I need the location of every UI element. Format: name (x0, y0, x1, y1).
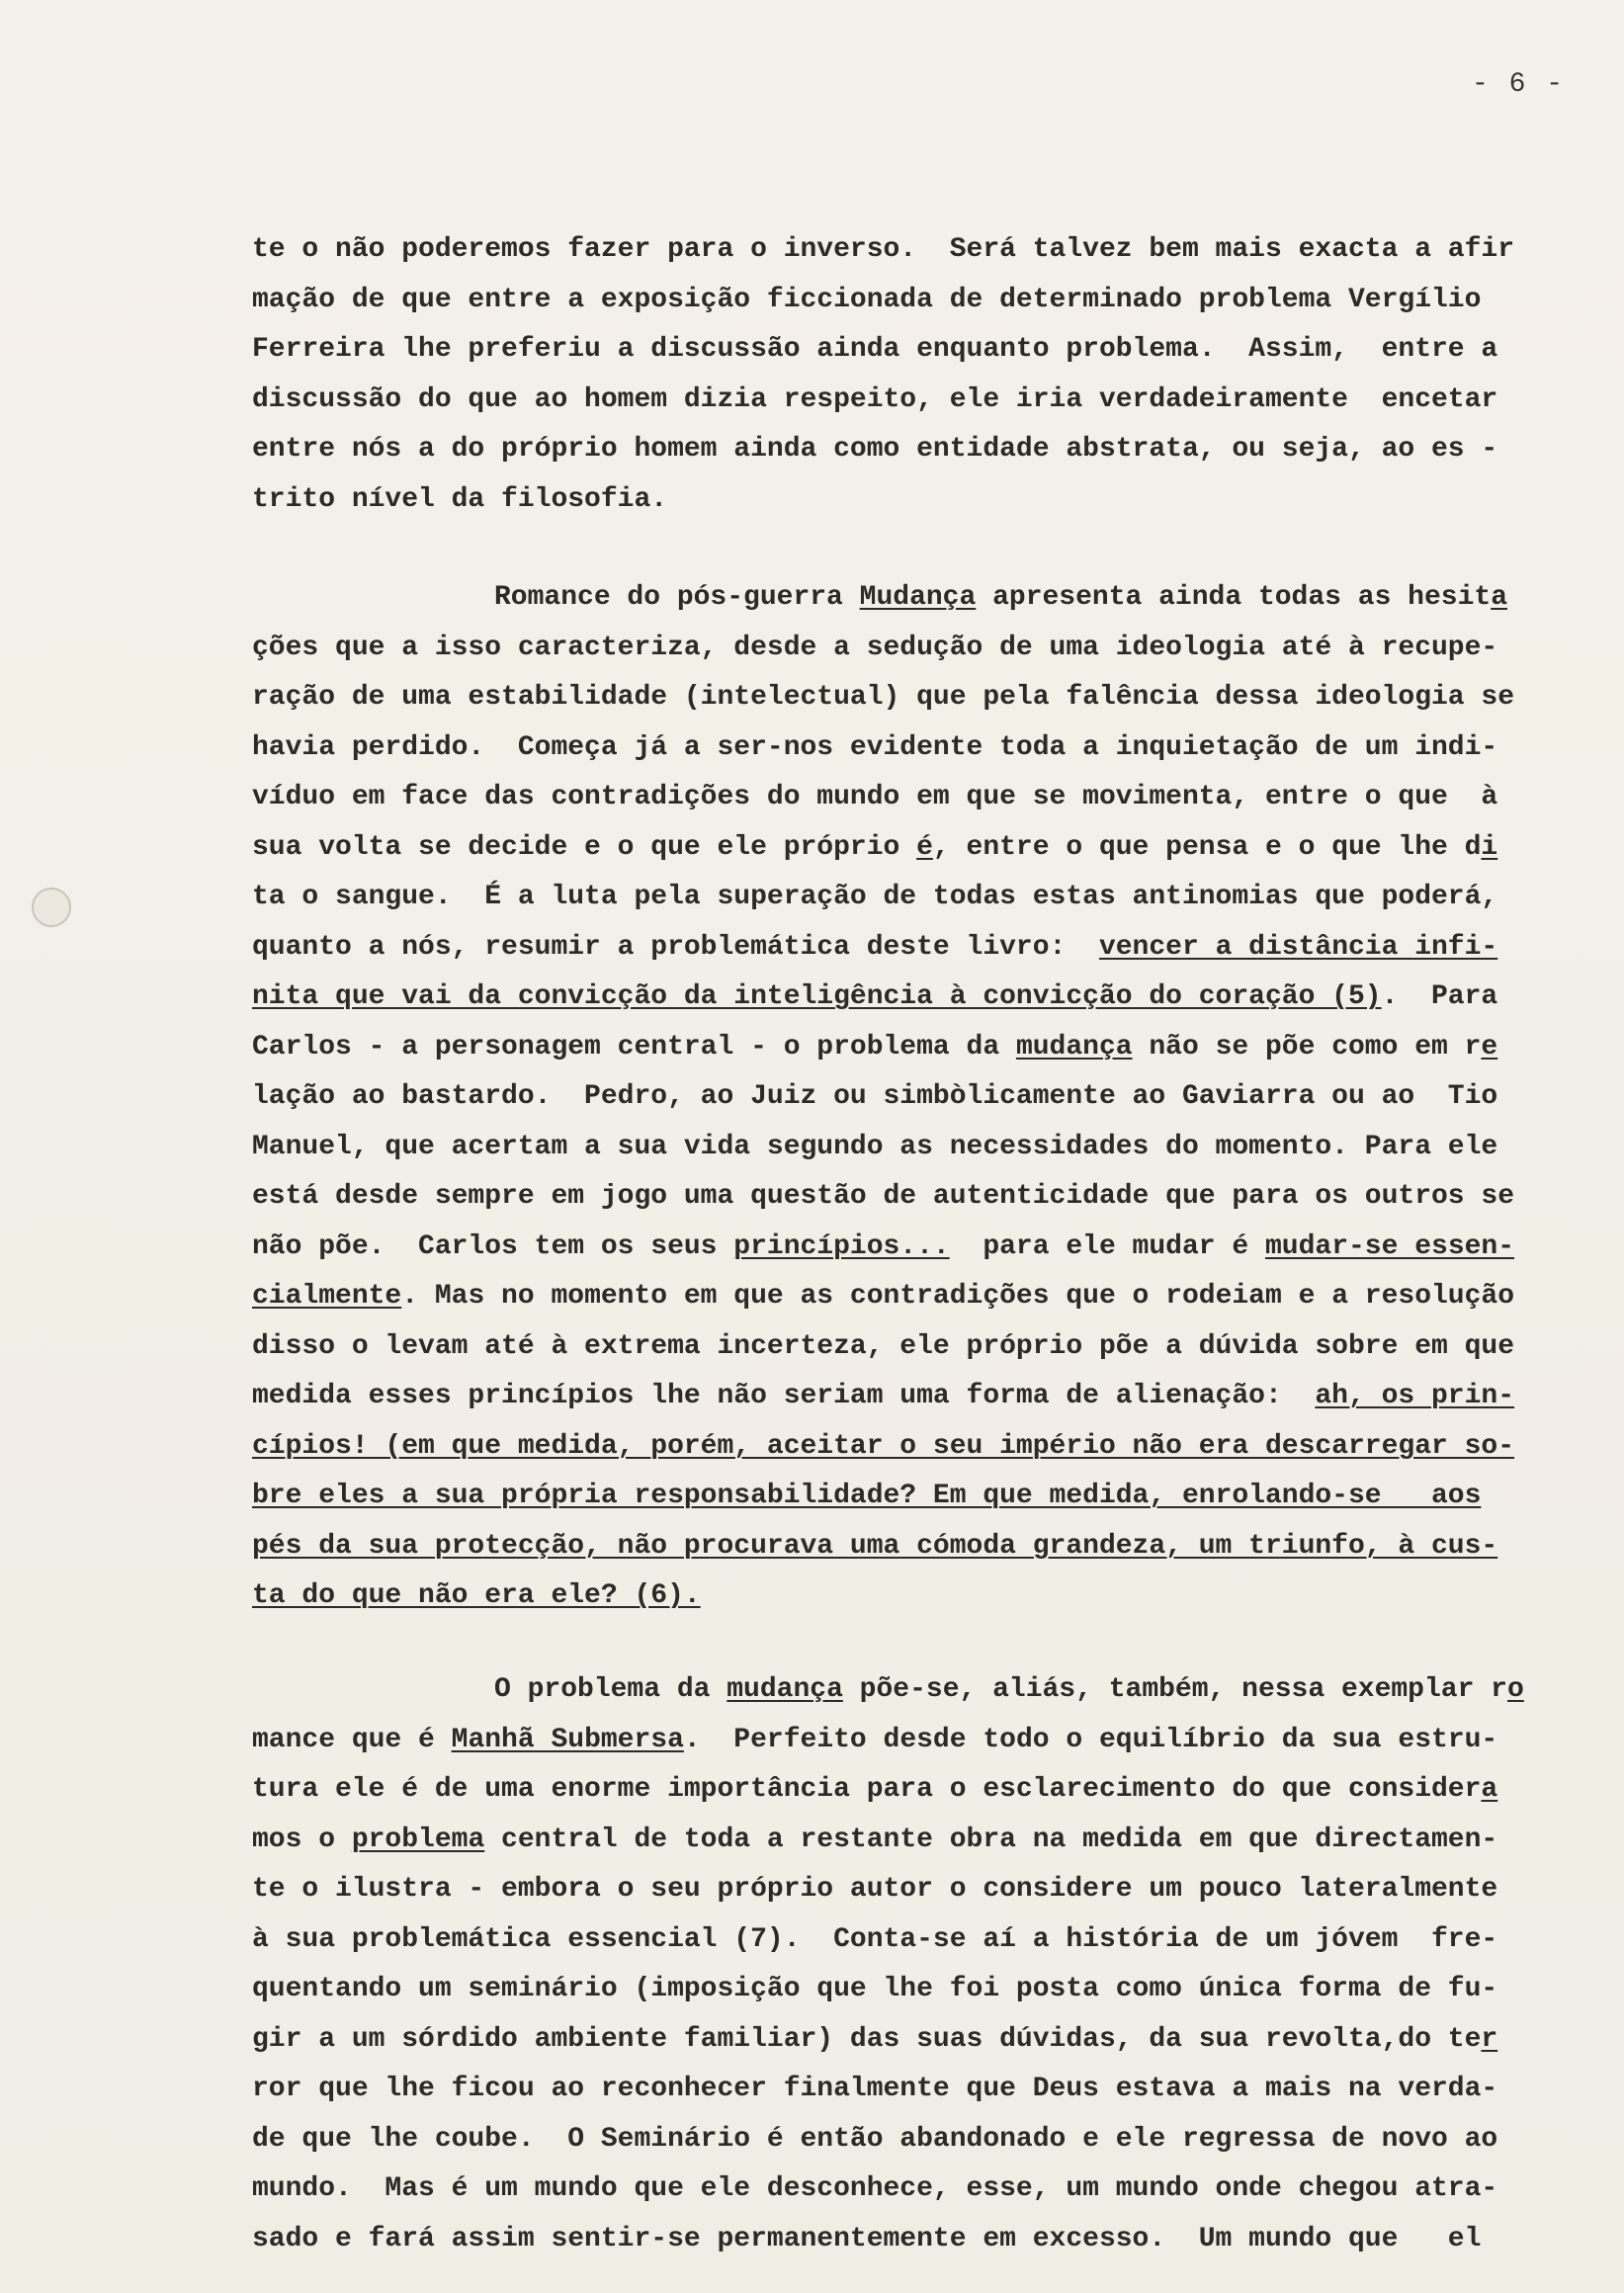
text-segment: está desde sempre em jogo uma questão de autenticidade que para os outros se (252, 1181, 1515, 1212)
underlined-text: e (1481, 1031, 1498, 1062)
punch-hole (32, 888, 71, 927)
text-segment: Manuel, que acertam a sua vida segundo as necessidades do momento. Para ele (252, 1131, 1498, 1162)
text-line (252, 673, 1577, 723)
text-line (252, 1472, 1577, 1522)
text-segment: disso o levam até à extrema incerteza, ele próprio põe a dúvida sobre em que (252, 1330, 1515, 1362)
text-segment: te o ilustra - embora o seu próprio autor o considere um pouco lateralmente (252, 1874, 1498, 1905)
text-line (252, 376, 1577, 426)
text-segment: te o não poderemos fazer para o inverso. Será talvez bem mais exacta a afir (252, 234, 1515, 265)
text-line (252, 2215, 1577, 2265)
text-line (252, 1522, 1577, 1572)
text-segment: ta o sangue. É a luta pela superação de todas estas antinomias que poderá, (252, 882, 1498, 912)
underlined-text: princípios... (733, 1231, 950, 1262)
page-number: - 6 - (1471, 69, 1565, 100)
underlined-text: Manhã Submersa (451, 1724, 684, 1755)
text-segment: mos o (252, 1824, 352, 1855)
underlined-text: mudança (1015, 1031, 1133, 1062)
text-segment: de que lhe coube. O Seminário é então abandonado e ele regressa de novo ao (252, 2123, 1498, 2155)
text-segment: ror que lhe ficou ao reconhecer finalmente que Deus estava a mais na verda- (252, 2074, 1498, 2104)
underlined-text: mudança (727, 1674, 843, 1705)
text-line (252, 573, 1577, 624)
text-line (252, 276, 1577, 326)
text-line (252, 225, 1577, 276)
text-line (252, 2165, 1577, 2215)
underlined-text: nita que vai da convicção da inteligência à convicção do coração (5) (252, 981, 1382, 1012)
underlined-text: problema (351, 1824, 485, 1855)
text-segment: entre nós a do próprio homem ainda como entidade abstrata, ou seja, ao es - (252, 434, 1498, 465)
underlined-text: a (1481, 1774, 1498, 1805)
text-segment: tura ele é de uma enorme importância para o esclarecimento do que consider (252, 1774, 1482, 1805)
text-segment: O problema da (494, 1674, 727, 1705)
text-segment: mance que é (252, 1724, 452, 1755)
underlined-text: i (1481, 831, 1498, 863)
text-segment: . Perfeito desde todo o equilíbrio da sua estru- (683, 1724, 1498, 1755)
text-segment: quentando um seminário (imposição que lhe foi posta como única forma de fu- (252, 1974, 1498, 2004)
text-segment: sua volta se decide e o que ele próprio (252, 831, 917, 863)
text-line (252, 1665, 1577, 1716)
text-segment: ração de uma estabilidade (intelectual) que pela falência dessa ideologia se (252, 682, 1515, 713)
paragraph-3 (252, 1665, 1577, 2264)
text-line (252, 1372, 1577, 1422)
text-line (252, 1716, 1577, 1766)
underlined-text: r (1481, 2023, 1498, 2055)
text-line (252, 773, 1577, 823)
text-segment: , entre o que pensa e o que lhe d (932, 831, 1482, 863)
text-segment: gir a um sórdido ambiente familiar) das suas dúvidas, da sua revolta,do te (252, 2023, 1482, 2055)
text-segment: ções que a isso caracteriza, desde a sedução de uma ideologia até à recupe- (252, 632, 1498, 663)
underlined-text: é (916, 831, 933, 863)
text-line (252, 1223, 1577, 1273)
text-line (252, 1272, 1577, 1322)
text-line (252, 1072, 1577, 1123)
text-line (252, 425, 1577, 475)
underlined-text: cípios! (em que medida, porém, aceitar o seu império não era descarregar so- (252, 1430, 1515, 1462)
text-line (252, 1915, 1577, 1966)
text-segment: mundo. Mas é um mundo que ele desconhece, esse, um mundo onde chegou atra- (252, 2173, 1498, 2204)
text-segment: . Para (1381, 981, 1498, 1012)
text-segment: trito nível da filosofia. (252, 483, 668, 515)
text-line (252, 1965, 1577, 2015)
text-segment: não põe. Carlos tem os seus (252, 1231, 734, 1262)
text-segment: apresenta ainda todas as hesit (976, 582, 1492, 613)
text-segment: para ele mudar é (949, 1231, 1265, 1262)
text-segment: Carlos - a personagem central - o problema da (252, 1031, 1016, 1062)
text-segment: sado e fará assim sentir-se permanentemente em excesso. Um mundo que el (252, 2223, 1482, 2254)
text-line (252, 923, 1577, 974)
paragraph-2 (252, 573, 1577, 1622)
underlined-text: mudar-se essen- (1264, 1231, 1515, 1262)
text-segment: à sua problemática essencial (7). Conta-se aí a história de um jóvem fre- (252, 1923, 1498, 1955)
underlined-text: bre eles a sua própria responsabilidade? Em que medida, enrolando-se aos (252, 1481, 1482, 1511)
text-line (252, 1123, 1577, 1173)
text-line (252, 823, 1577, 874)
text-segment: . Mas no momento em que as contradições que o rodeiam e a resolução (401, 1281, 1515, 1312)
underlined-text: o (1506, 1674, 1524, 1705)
text-line (252, 2115, 1577, 2166)
text-line (252, 973, 1577, 1023)
text-segment: víduo em face das contradições do mundo em que se movimenta, entre o que à (252, 782, 1498, 812)
text-segment: discussão do que ao homem dizia respeito, ele iria verdadeiramente encetar (252, 383, 1498, 415)
text-line (252, 1816, 1577, 1866)
text-line (252, 624, 1577, 674)
text-line (252, 2015, 1577, 2066)
text-segment: central de toda a restante obra na medida em que directamen- (484, 1824, 1498, 1855)
underlined-text: Mudança (859, 582, 977, 613)
text-segment: mação de que entre a exposição ficcionada de determinado problema Vergílio (252, 284, 1482, 315)
underlined-text: a (1491, 582, 1507, 613)
text-segment: lação ao bastardo. Pedro, ao Juiz ou simbòlicamente ao Gaviarra ou ao Tio (252, 1081, 1498, 1112)
text-line (252, 873, 1577, 923)
text-line (252, 1765, 1577, 1816)
text-line (252, 1023, 1577, 1073)
text-line (252, 1571, 1577, 1622)
text-line (252, 1172, 1577, 1223)
text-line (252, 1322, 1577, 1373)
text-line (252, 2065, 1577, 2115)
text-segment: põe-se, aliás, também, nessa exemplar r (842, 1674, 1507, 1705)
text-line (252, 1865, 1577, 1915)
underlined-text: pés da sua protecção, não procurava uma cómoda grandeza, um triunfo, à cus- (252, 1530, 1498, 1562)
underlined-text: vencer a distância infi- (1098, 931, 1498, 963)
text-segment: Ferreira lhe preferiu a discussão ainda enquanto problema. Assim, entre a (252, 334, 1498, 365)
text-line (252, 723, 1577, 774)
text-segment: havia perdido. Começa já a ser-nos evidente toda a inquietação de um indi- (252, 731, 1498, 763)
text-segment: Romance do pós-guerra (494, 582, 860, 613)
text-segment: medida esses princípios lhe não seriam uma forma de alienação: (252, 1381, 1316, 1411)
text-line (252, 1422, 1577, 1473)
text-line (252, 325, 1577, 376)
paragraph-1 (252, 225, 1577, 525)
underlined-text: ta do que não era ele? (6). (252, 1580, 701, 1611)
underlined-text: ah, os prin- (1315, 1381, 1515, 1411)
text-line (252, 475, 1577, 526)
text-segment: quanto a nós, resumir a problemática deste livro: (252, 931, 1099, 963)
text-segment: não se põe como em r (1132, 1031, 1482, 1062)
underlined-text: cialmente (252, 1281, 402, 1312)
